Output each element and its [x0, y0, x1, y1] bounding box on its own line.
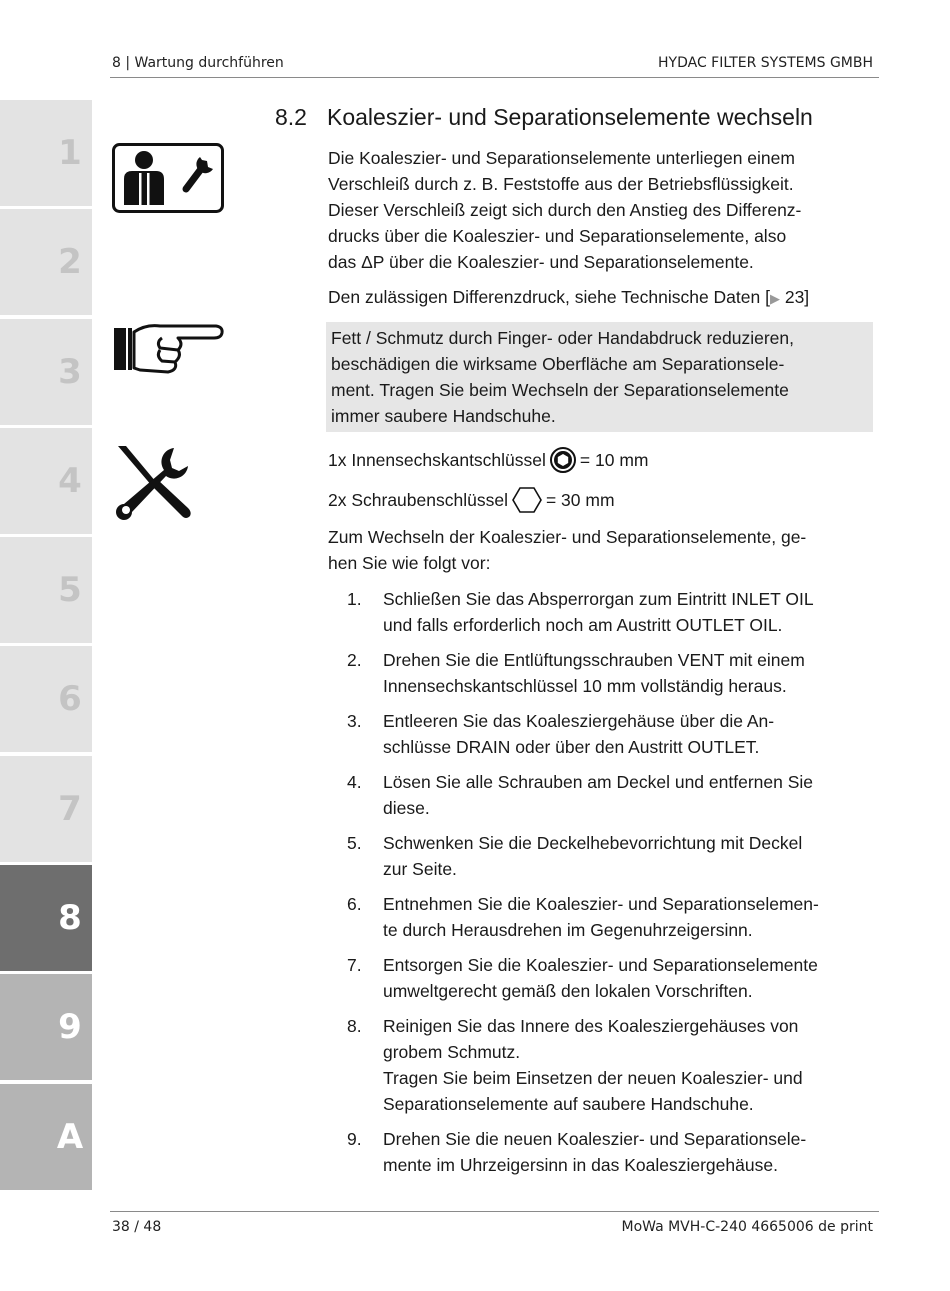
header-divider: [110, 77, 879, 78]
step-text: [383, 830, 873, 882]
pointing-hand-icon: [112, 320, 226, 376]
step-line: Entleeren Sie das Koalesziergehäuse über die An-: [383, 711, 775, 731]
step-line: Schließen Sie das Absperrorgan zum Eintritt INLET OIL: [383, 589, 814, 609]
note-line: ment. Tragen Sie beim Wechseln der Separationselemente: [331, 380, 789, 400]
service-personnel-icon: [112, 143, 224, 213]
tool-size: = 30 mm: [545, 490, 615, 510]
chapter-tab-4[interactable]: 4: [0, 428, 92, 534]
running-header-chapter: 8 | Wartung durchführen: [112, 55, 284, 71]
section-heading: [275, 104, 813, 131]
page-number: 38 / 48: [112, 1219, 162, 1235]
hex-nut-icon: [511, 486, 543, 514]
chapter-tab-8[interactable]: 8: [0, 865, 92, 971]
intro-line: Verschleiß durch z. B. Feststoffe aus der Betriebsflüssigkeit.: [328, 174, 794, 194]
step-number: 7.: [347, 955, 362, 975]
procedure-intro-line: hen Sie wie folgt vor:: [328, 553, 491, 573]
step-text: [383, 891, 873, 943]
chapter-tab-2[interactable]: 2: [0, 209, 92, 315]
step-line: Drehen Sie die neuen Koaleszier- und Separationsele-: [383, 1129, 807, 1149]
step-line: Drehen Sie die Entlüftungsschrauben VENT mit einem: [383, 650, 805, 670]
list-item: [328, 769, 873, 821]
step-line: umweltgerecht gemäß den lokalen Vorschriften.: [383, 981, 753, 1001]
step-text: [383, 586, 873, 638]
handling-note: [326, 322, 873, 432]
procedure-intro: [328, 524, 873, 576]
footer-divider: [110, 1211, 879, 1212]
tools-icon: [112, 442, 192, 522]
step-line: Entnehmen Sie die Koaleszier- und Separationselemen-: [383, 894, 819, 914]
chapter-tab-1[interactable]: 1: [0, 100, 92, 206]
step-line: schlüsse DRAIN oder über den Austritt OUTLET.: [383, 737, 760, 757]
step-number: 2.: [347, 650, 362, 670]
step-text: [383, 647, 873, 699]
step-number: 6.: [347, 894, 362, 914]
step-text: [383, 1126, 873, 1178]
intro-line: das ΔP über die Koaleszier- und Separationselemente.: [328, 252, 754, 272]
step-line: Tragen Sie beim Einsetzen der neuen Koaleszier- und: [383, 1068, 803, 1088]
chapter-tab-5[interactable]: 5: [0, 537, 92, 643]
step-text: [383, 1013, 873, 1117]
list-item: [328, 647, 873, 699]
tool-wrench: [328, 486, 615, 514]
step-line: Schwenken Sie die Deckelhebevorrichtung mit Deckel: [383, 833, 803, 853]
document-id: MoWa MVH-C-240 4665006 de print: [621, 1219, 873, 1235]
list-item: [328, 1126, 873, 1178]
step-number: 4.: [347, 772, 362, 792]
procedure-intro-line: Zum Wechseln der Koaleszier- und Separationselemente, ge-: [328, 527, 807, 547]
step-number: 8.: [347, 1016, 362, 1036]
intro-paragraph: [328, 145, 873, 275]
reference-paragraph: [328, 284, 873, 312]
step-number: 1.: [347, 589, 362, 609]
running-header-company: HYDAC FILTER SYSTEMS GMBH: [658, 55, 873, 71]
step-text: [383, 708, 873, 760]
step-line: Innensechskantschlüssel 10 mm vollständig heraus.: [383, 676, 787, 696]
step-text: [383, 769, 873, 821]
step-number: 3.: [347, 711, 362, 731]
list-item: [328, 952, 873, 1004]
reference-page-link[interactable]: 23]: [779, 287, 810, 307]
note-line: beschädigen die wirksame Oberfläche am Separationsele-: [331, 354, 785, 374]
chapter-tabs: [0, 100, 92, 1193]
chapter-tab-a[interactable]: A: [0, 1084, 92, 1190]
section-title: Koaleszier- und Separationselemente wechseln: [327, 104, 813, 130]
chapter-tab-7[interactable]: 7: [0, 756, 92, 862]
reference-text: Den zulässigen Differenzdruck, siehe Technische Daten [: [328, 287, 770, 307]
step-line: mente im Uhrzeigersinn in das Koalesziergehäuse.: [383, 1155, 778, 1175]
list-item: [328, 708, 873, 760]
intro-line: Die Koaleszier- und Separationselemente unterliegen einem: [328, 148, 795, 168]
tool-hex-key: [328, 446, 648, 474]
step-line: te durch Herausdrehen im Gegenuhrzeigersinn.: [383, 920, 753, 940]
step-number: 9.: [347, 1129, 362, 1149]
section-number: 8.2: [275, 104, 307, 130]
chapter-tab-3[interactable]: 3: [0, 319, 92, 425]
list-item: [328, 830, 873, 882]
tool-label: 2x Schraubenschlüssel: [328, 490, 508, 510]
step-number: 5.: [347, 833, 362, 853]
hex-socket-key-icon: [549, 446, 577, 474]
chapter-tab-6[interactable]: 6: [0, 646, 92, 752]
tool-label: 1x Innensechskantschlüssel: [328, 450, 546, 470]
intro-line: drucks über die Koaleszier- und Separationselemente, also: [328, 226, 787, 246]
step-text: [383, 952, 873, 1004]
note-line: Fett / Schmutz durch Finger- oder Handabdruck reduzieren,: [331, 328, 794, 348]
note-line: immer saubere Handschuhe.: [331, 406, 556, 426]
step-line: grobem Schmutz.: [383, 1042, 521, 1062]
step-line: zur Seite.: [383, 859, 457, 879]
step-line: Reinigen Sie das Innere des Koalesziergehäuses von: [383, 1016, 799, 1036]
list-item: [328, 1013, 873, 1117]
tool-size: = 10 mm: [579, 450, 649, 470]
chapter-tab-9[interactable]: 9: [0, 974, 92, 1080]
procedure-steps: [328, 586, 873, 1187]
step-line: diese.: [383, 798, 430, 818]
step-line: Lösen Sie alle Schrauben am Deckel und entfernen Sie: [383, 772, 813, 792]
list-item: [328, 891, 873, 943]
step-line: Separationselemente auf saubere Handschuhe.: [383, 1094, 754, 1114]
step-line: Entsorgen Sie die Koaleszier- und Separationselemente: [383, 955, 818, 975]
intro-line: Dieser Verschleiß zeigt sich durch den Anstieg des Differenz-: [328, 200, 802, 220]
list-item: [328, 586, 873, 638]
step-line: und falls erforderlich noch am Austritt OUTLET OIL.: [383, 615, 783, 635]
cross-reference-arrow-icon[interactable]: ▶: [769, 291, 780, 306]
